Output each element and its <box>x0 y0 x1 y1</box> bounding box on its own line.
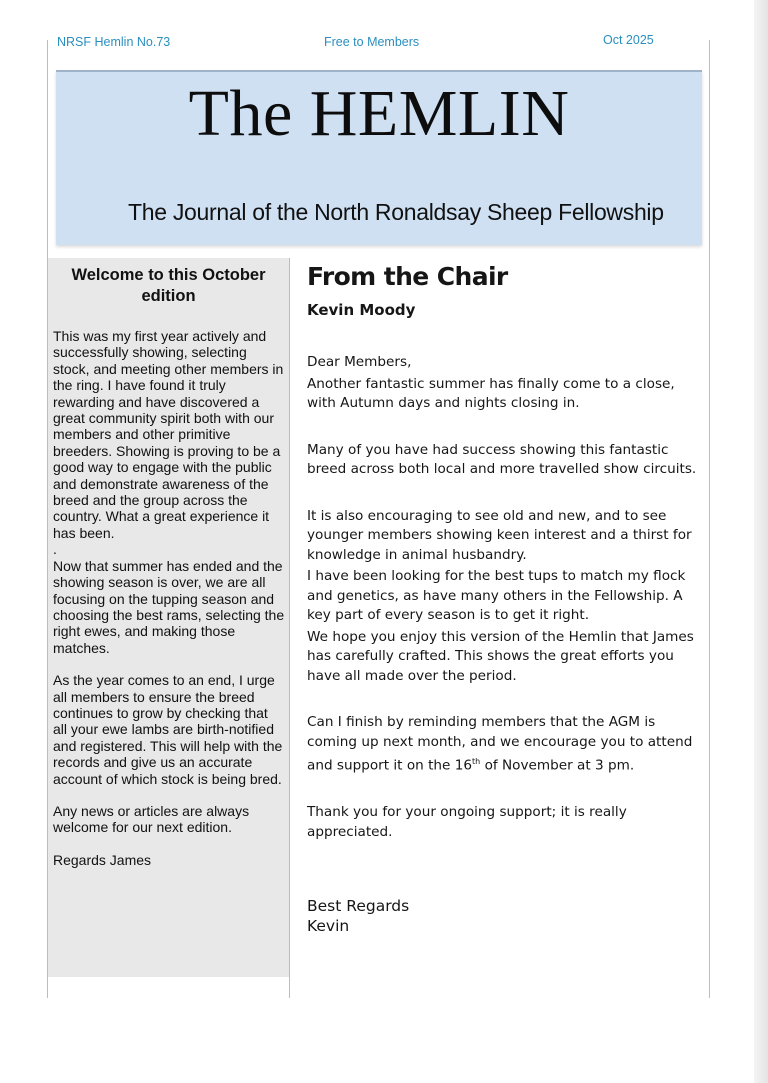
article-paragraph: Another fantastic summer has finally come to a close, with Autumn days and nights closing in. <box>307 375 675 411</box>
article-author: Kevin Moody <box>307 301 416 319</box>
price-note: Free to Members <box>324 35 420 49</box>
sidebar-heading: Welcome to this October edition <box>71 266 266 305</box>
article-paragraph: We hope you enjoy this version of the Hemlin that James has carefully crafted. This shows the great efforts you have all made over the period. <box>307 628 694 684</box>
sidebar-dot: . <box>53 541 57 558</box>
article-agm-paragraph <box>307 713 707 776</box>
journal-subtitle: The Journal of the North Ronaldsay Sheep Fellowship <box>128 199 664 225</box>
article-paragraph: Many of you have had success showing this fantastic breed across both local and more travelled show circuits. <box>307 441 697 477</box>
article-paragraph: I have been looking for the best tups to match my flock and genetics, as have many others in the Fellowship. A key part of every season is to get it right. <box>307 568 686 623</box>
frame-right-rule <box>709 40 710 998</box>
sidebar-paragraph: As the year comes to an end, I urge all members to ensure the breed continues to grow by checking that all your ewe lambs are birth-notified and registered. This will help with the records and give us an accurate account of which stock is being bred. <box>53 672 283 787</box>
article-title: From the Chair <box>307 262 508 291</box>
sidebar-body <box>53 328 285 868</box>
editor-sidebar <box>48 258 290 977</box>
issue-number: NRSF Hemlin No.73 <box>57 35 171 49</box>
sidebar-paragraph: Now that summer has ended and the showing season is over, we are all focusing on the tupping season and choosing the best rams, selecting the right ewes, and making those matches. <box>53 557 285 656</box>
masthead <box>56 70 702 245</box>
agm-text-end: of November at 3 pm. <box>480 757 635 774</box>
article-signature-block <box>307 896 707 936</box>
agm-ordinal: th <box>472 757 481 766</box>
article-body <box>307 353 707 842</box>
article-greeting: Dear Members, <box>307 354 412 370</box>
article-paragraph: It is also encouraging to see old and new, and to see younger members showing keen interest and a thirst for knowledge in animal husbandry. <box>307 507 692 563</box>
issue-date: Oct 2025 <box>603 33 654 47</box>
article-signature: Kevin <box>307 917 350 936</box>
article-thanks: Thank you for your ongoing support; it is really appreciated. <box>307 804 627 840</box>
sidebar-paragraph: This was my first year actively and successfully showing, selecting stock, and meeting other members in the ring. I have found it truly rewarding and have discovered a great community spirit both with our members and other primitive breeders. Showing is proving to be a good way to engage with the public and demonstrate awareness of the breed and the group across the country. What a great experience it has been. <box>53 328 284 541</box>
sidebar-signoff: Regards James <box>53 851 152 868</box>
sidebar-paragraph: Any news or articles are always welcome for our next edition. <box>53 802 250 836</box>
column-divider <box>289 258 290 998</box>
article-signoff: Best Regards <box>307 897 410 916</box>
agm-text: Can I finish by reminding members that the AGM is coming up next month, and we encourage you to attend and support it on the 16 <box>307 714 693 774</box>
page-edge-shadow <box>754 0 768 1083</box>
journal-title: The HEMLIN <box>188 77 570 150</box>
chair-article <box>307 262 707 936</box>
